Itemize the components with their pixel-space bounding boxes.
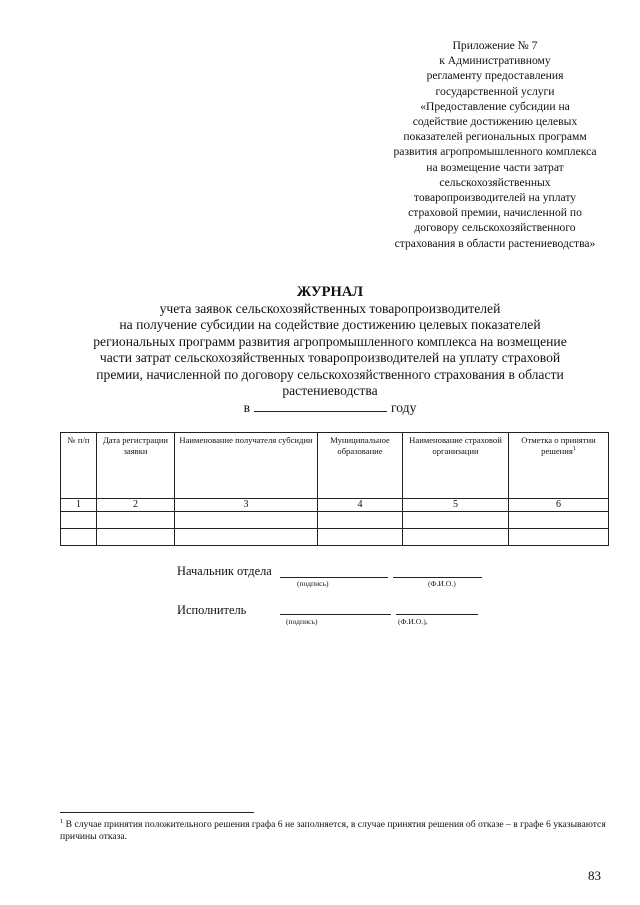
head-of-department-label: Начальник отдела: [177, 564, 272, 578]
executor-name-caption: (Ф.И.О.),: [398, 617, 428, 626]
head-signature-line: [280, 577, 388, 578]
year-line: [40, 399, 620, 416]
appendix-line: содействие достижению целевых: [412, 115, 578, 129]
appendix-line: сельскохозяйственных: [439, 175, 551, 189]
subtitle-line: части затрат сельскохозяйственных товаропроизводителей на уплату страховой: [99, 350, 561, 366]
appendix-line: товаропроизводителей на уплату: [413, 191, 577, 205]
executor-name-line: [396, 614, 478, 615]
table-cell: [509, 512, 609, 529]
table-header-row: [61, 433, 609, 499]
table-cell: [61, 512, 97, 529]
header-cell-decision: [509, 433, 609, 499]
subtitle-line: премии, начисленной по договору сельскохозяйственного страхования в области: [96, 366, 564, 382]
table-cell: [175, 529, 318, 546]
header-cell-number: № п/п: [61, 433, 97, 499]
subtitle-line: региональных программ развития агропромышленного комплекса на возмещение: [93, 333, 567, 349]
year-blank-field: [254, 399, 387, 412]
footnote-mark: 1: [572, 445, 576, 452]
journal-title: ЖУРНАЛ: [296, 284, 364, 300]
header-cell-insurer: Наименование страховой организации: [403, 433, 509, 499]
appendix-line: на возмещение части затрат: [426, 160, 564, 174]
head-name-line: [393, 577, 482, 578]
appendix-line: договору сельскохозяйственного: [414, 221, 576, 235]
footnote-number: 1: [60, 817, 64, 825]
appendix-line: развития агропромышленного комплекса: [393, 145, 597, 159]
footnote: [60, 819, 620, 844]
executor-signature-line: [280, 614, 391, 615]
column-number: 3: [175, 499, 318, 512]
subtitle-line: на получение субсидии на содействие достижению целевых показателей: [119, 317, 541, 333]
table-cell: [403, 512, 509, 529]
appendix-block: [372, 38, 618, 251]
table-cell: [318, 529, 403, 546]
column-number: 4: [318, 499, 403, 512]
head-signature-caption: (подпись): [297, 579, 329, 588]
table-cell: [175, 512, 318, 529]
table-cell: [318, 512, 403, 529]
column-number: 6: [509, 499, 609, 512]
column-number: 5: [403, 499, 509, 512]
table-cell: [403, 529, 509, 546]
table-row: [61, 529, 609, 546]
appendix-line: к Административному: [439, 54, 551, 68]
header-decision-label: Отметка о принятии решения: [521, 435, 596, 456]
executor-signature-caption: (подпись): [286, 617, 318, 626]
appendix-line: «Предоставление субсидии на: [420, 99, 570, 113]
header-cell-date: Дата регистрации заявки: [97, 433, 175, 499]
appendix-line: страхования в области растениеводства»: [394, 236, 596, 250]
journal-subtitle: [40, 301, 620, 417]
page-number: 83: [588, 868, 601, 883]
appendix-line: государственной услуги: [435, 84, 555, 98]
table-row: [61, 512, 609, 529]
column-number: 2: [97, 499, 175, 512]
footnote-divider: [60, 812, 254, 813]
head-name-caption: (Ф.И.О.): [428, 579, 456, 588]
footnote-text: В случае принятия положительного решения графа 6 не заполняется, в случае принятия решения об отказе – в графе 6 указываются причины отказа.: [60, 819, 606, 843]
header-cell-municipality: Муниципальное образование: [318, 433, 403, 499]
subtitle-line: растениеводства: [282, 383, 378, 399]
column-number: 1: [61, 499, 97, 512]
appendix-line: показателей региональных программ: [403, 130, 587, 144]
column-number-row: [61, 499, 609, 512]
appendix-line: Приложение № 7: [452, 39, 538, 52]
table-cell: [97, 529, 175, 546]
appendix-line: страховой премии, начисленной по: [408, 206, 582, 220]
executor-label: Исполнитель: [177, 603, 247, 617]
table-cell: [61, 529, 97, 546]
year-prefix: в: [243, 400, 251, 416]
appendix-line: регламенту предоставления: [426, 69, 564, 83]
year-suffix: году: [391, 400, 417, 416]
table-cell: [509, 529, 609, 546]
table-cell: [97, 512, 175, 529]
header-cell-recipient: Наименование получателя субсидии: [175, 433, 318, 499]
subtitle-line: учета заявок сельскохозяйственных товаропроизводителей: [159, 301, 501, 316]
journal-table: [60, 432, 609, 546]
